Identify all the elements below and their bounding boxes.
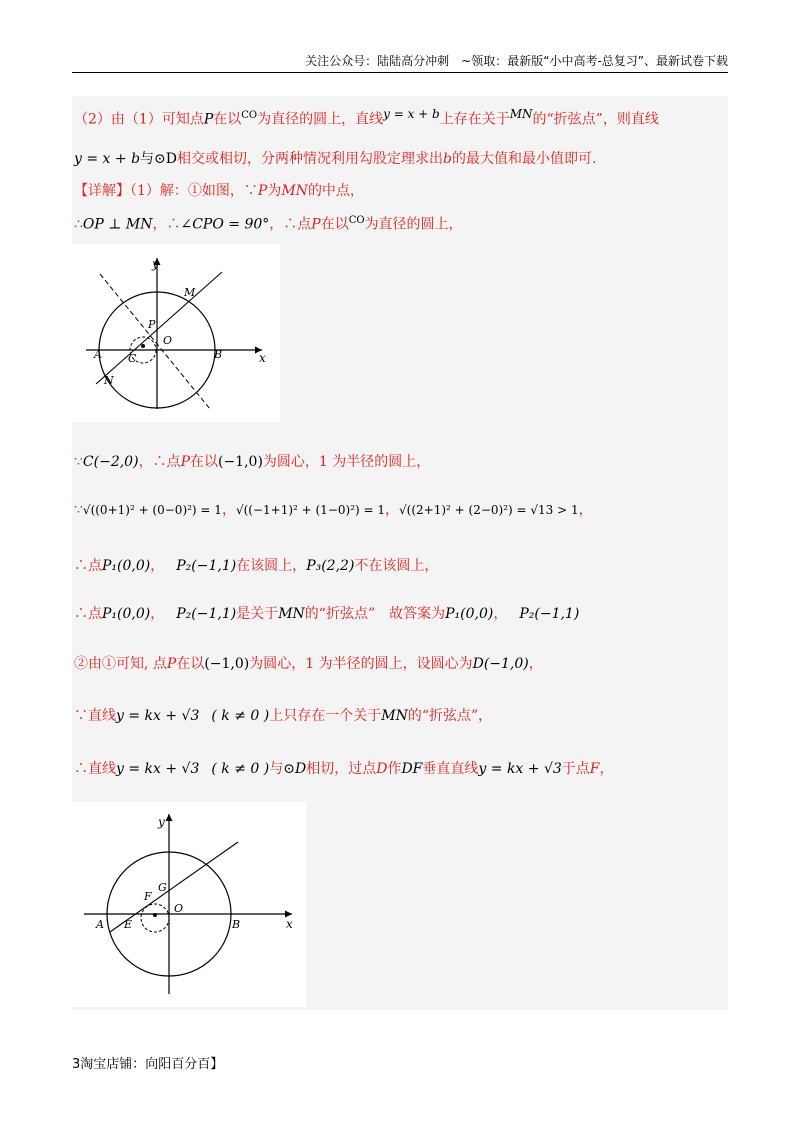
text-segment: 相交或相切，分两种情况利用勾股定理求出 <box>177 151 443 167</box>
answer-p1: P₁(0,0) <box>445 606 494 622</box>
line-mn <box>96 272 222 384</box>
point-f: F <box>589 761 600 777</box>
point-p: P <box>311 216 321 233</box>
segment-df: DF <box>401 761 423 777</box>
distance-p2: √((−1+1)² + (1−0)²) = 1 <box>235 503 385 517</box>
point-p1: P₁(0,0) <box>102 606 151 622</box>
condition-k: ( k ≠ 0 ) <box>211 708 270 724</box>
point-p: P <box>203 111 214 128</box>
detail-line-4 <box>74 500 593 520</box>
text-segment: 为 <box>267 183 282 199</box>
label-p: P <box>148 318 156 331</box>
text-segment: 垂直直线 <box>422 761 479 777</box>
figure-2-diagram <box>72 802 306 1007</box>
label-f: F <box>144 890 152 903</box>
text-segment: ∴直线 <box>74 761 116 777</box>
detail-line-1 <box>74 181 364 201</box>
label-a: A <box>96 918 104 931</box>
header-divider <box>72 72 728 73</box>
text-segment: ，∴点 <box>269 216 312 233</box>
label-m: M <box>184 286 196 299</box>
text-segment: （2）由（1）可知点 <box>74 111 204 128</box>
separator: ， <box>150 558 165 574</box>
label-x: x <box>259 351 266 365</box>
label-n: N <box>104 374 114 387</box>
label-c: C <box>128 352 137 365</box>
text-segment: ，∴ <box>152 216 181 233</box>
text-segment: ②由①可知, 点 <box>74 656 167 672</box>
text-segment: 在以 <box>320 216 349 233</box>
label-y: y <box>158 815 165 829</box>
text-segment: （1）解：①如图，∵ <box>130 183 258 199</box>
label-a: A <box>94 348 102 361</box>
line-equation-k: y = kx + √3 <box>478 761 562 777</box>
variable-b: b <box>443 151 452 167</box>
label-o: O <box>163 334 173 347</box>
label-b: B <box>214 348 223 361</box>
label-g: G <box>158 881 167 894</box>
separator: ， <box>221 502 236 518</box>
perpendicular-expr: OP ⊥ MN <box>82 216 153 233</box>
separator: ， <box>150 606 165 622</box>
text-segment: 作 <box>387 761 402 777</box>
text-segment: 的中点， <box>307 183 364 199</box>
center-coord: (−1,0) <box>217 454 263 470</box>
line-equation: y = x + b <box>74 151 141 167</box>
point-p: P <box>257 183 268 199</box>
text-segment: 为圆心，1 为半径的圆上，设圆心为 <box>249 656 473 672</box>
text-segment: 不在该圆上， <box>354 558 439 574</box>
point-p: P <box>166 656 177 672</box>
distance-p1: √((0+1)² + (0−0)²) = 1 <box>82 503 222 517</box>
figure-1 <box>72 244 280 422</box>
point-p1: P₁(0,0) <box>102 558 151 574</box>
detail-line-8 <box>74 706 492 726</box>
point-d: D <box>376 761 388 777</box>
text-segment: 在以 <box>176 656 205 672</box>
text-segment: 与 <box>269 761 284 777</box>
separator: ， <box>599 761 614 777</box>
segment-co: CO <box>348 215 365 226</box>
separator: ， <box>493 606 508 622</box>
point-d-dot <box>153 913 157 917</box>
point-p2: P₂(−1,1) <box>176 606 237 622</box>
text-segment: 是关于 <box>236 606 279 622</box>
point-c-dot <box>141 344 145 348</box>
segment-co: CO <box>241 110 258 121</box>
separator: ， <box>578 502 593 518</box>
analysis-line-2 <box>74 149 596 169</box>
text-segment: ∵直线 <box>74 708 116 724</box>
detail-tag: 【详解】 <box>74 183 130 199</box>
label-o: O <box>174 902 184 915</box>
point-d-coord: D(−1,0) <box>472 656 529 672</box>
center-coord: (−1,0) <box>204 656 250 672</box>
text-segment: 与⊙D <box>140 151 177 167</box>
figure-2 <box>72 802 306 1007</box>
separator: ， <box>385 502 399 518</box>
text-segment: 在以 <box>213 111 242 128</box>
page-footer: 3淘宝店铺：向阳百分百】 <box>72 1057 224 1072</box>
distance-p3: √((2+1)² + (2−0)²) = √13 > 1 <box>399 503 579 517</box>
line-equation: y = x + b <box>383 107 440 121</box>
text-segment: 的最大值和最小值即可. <box>451 151 597 167</box>
text-segment: 于点 <box>561 761 590 777</box>
condition-k: ( k ≠ 0 ) <box>211 761 270 777</box>
point-p3: P₃(2,2) <box>306 558 355 574</box>
segment-mn: MN <box>381 708 408 724</box>
detail-line-6 <box>74 604 579 624</box>
separator: ， <box>528 656 543 672</box>
point-p2: P₂(−1,1) <box>176 558 237 574</box>
text-segment: ∴点 <box>74 558 102 574</box>
detail-line-9 <box>74 759 614 779</box>
analysis-line-1 <box>74 104 659 130</box>
text-segment: ∵ <box>74 454 83 470</box>
text-segment: 相切，过点 <box>306 761 377 777</box>
text-segment: 的“折弦点” 故答案为 <box>304 606 446 622</box>
text-segment: 上存在关于 <box>439 111 510 128</box>
text-segment: 上只存在一个关于 <box>269 708 382 724</box>
label-x: x <box>286 917 293 931</box>
text-segment: ∴点 <box>74 606 102 622</box>
detail-line-3 <box>74 452 430 472</box>
text-segment: ∴ <box>74 216 83 233</box>
circle-d: ⊙D <box>283 761 307 777</box>
text-segment: 在该圆上， <box>236 558 307 574</box>
label-e: E <box>124 918 133 931</box>
label-b: B <box>232 918 241 931</box>
answer-p2: P₂(−1,1) <box>519 606 580 622</box>
text-segment: 的“折弦点”， <box>407 708 493 724</box>
label-y: y <box>152 257 159 271</box>
circle-d-dashed <box>141 904 169 932</box>
detail-line-2 <box>74 211 463 235</box>
line-equation-k: y = kx + √3 <box>116 761 200 777</box>
detail-line-5 <box>74 556 438 576</box>
segment-mn: MN <box>281 183 308 199</box>
detail-line-7 <box>74 654 543 674</box>
text-segment: ∵ <box>74 502 83 518</box>
angle-expr: ∠CPO = 90° <box>180 216 270 233</box>
text-segment: 为直径的圆上， <box>364 216 463 233</box>
point-p: P <box>180 454 190 470</box>
text-segment: 在以 <box>189 454 218 470</box>
figure-1-diagram <box>72 244 280 422</box>
segment-mn: MN <box>509 107 533 121</box>
text-segment: ，∴点 <box>138 454 181 470</box>
point-c-coord: C(−2,0) <box>82 454 139 470</box>
text-segment: 为圆心，1 为半径的圆上， <box>262 454 431 470</box>
line-equation-k: y = kx + √3 <box>116 708 200 724</box>
page-header: 关注公众号：陆陆高分冲刺 ~领取：最新版“小中高考-总复习”、最新试卷下载 <box>305 54 728 68</box>
text-segment: 为直径的圆上，直线 <box>257 111 384 128</box>
segment-mn: MN <box>278 606 305 622</box>
text-segment: 的“折弦点”，则直线 <box>532 111 659 128</box>
